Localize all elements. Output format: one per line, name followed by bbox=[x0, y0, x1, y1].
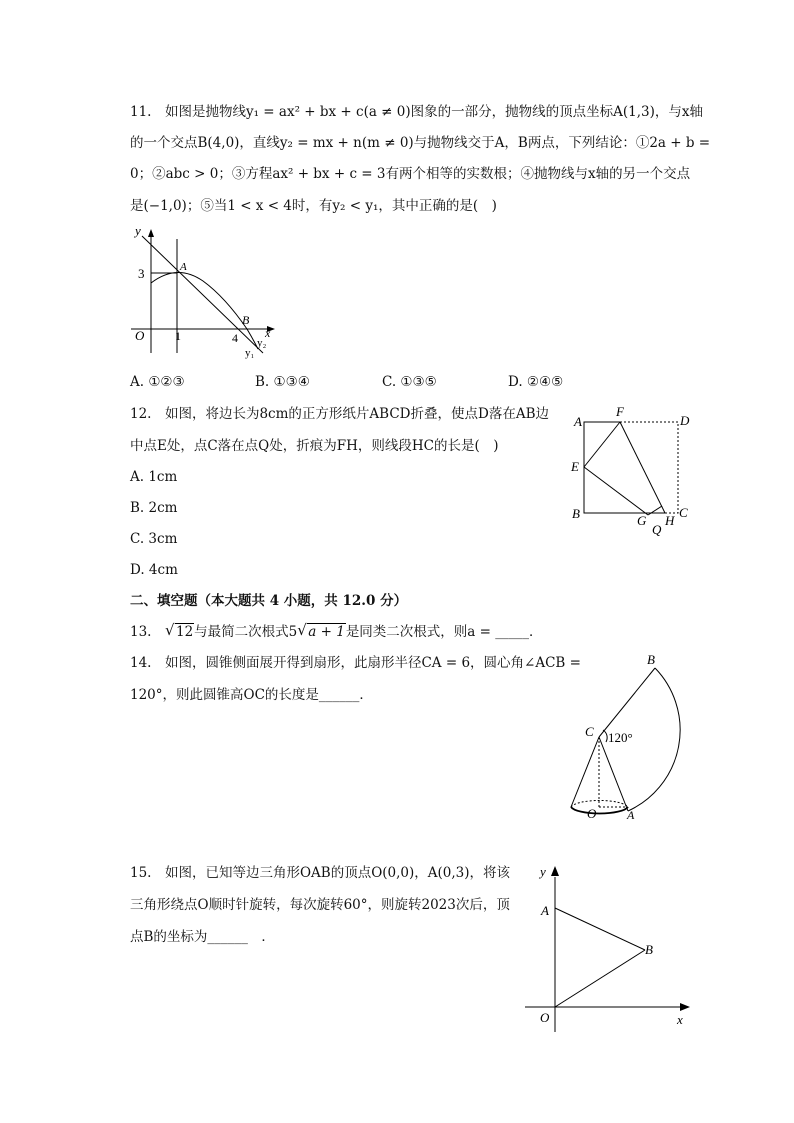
q11-option-d[interactable]: D. ②④⑤ bbox=[508, 374, 564, 390]
q14-fig-B-label: B bbox=[647, 652, 655, 667]
section-2-heading: 二、填空题（本大题共 4 小题，共 12.0 分） bbox=[130, 593, 408, 609]
q12-fig-A-label: A bbox=[574, 414, 582, 429]
q11-line1: 11. 如图是抛物线y₁ = ax² + bx + c(a ≠ 0)图象的一部分，抛物线的顶点坐标A(1,3)，与x轴 bbox=[130, 104, 704, 120]
q11-fig-y1-label: y₁ bbox=[245, 347, 255, 359]
q11-fig-1-label: 1 bbox=[175, 329, 181, 343]
q12-square-figure bbox=[568, 403, 698, 538]
q11-option-b[interactable]: B. ①③④ bbox=[255, 374, 310, 390]
q11-line4: 是(−1,0)；⑤当1 < x < 4时，有y₂ < y₁，其中正确的是( ) bbox=[130, 198, 497, 214]
q15-fig-O-label: O bbox=[540, 1010, 550, 1025]
q11-option-a[interactable]: A. ①②③ bbox=[130, 374, 185, 390]
q11-fig-A-label: A bbox=[180, 261, 187, 273]
q11-fig-4-label: 4 bbox=[232, 331, 238, 345]
q15-fig-x-label: x bbox=[677, 1012, 683, 1027]
q11-fig-y2-label: y₂ bbox=[257, 337, 267, 349]
q12-fig-B-label: B bbox=[572, 506, 580, 521]
q13-prefix: 13. bbox=[130, 624, 165, 640]
q13-line bbox=[130, 622, 543, 642]
q11-line2: 的一个交点B(4,0)，直线y₂ = mx + n(m ≠ 0)与抛物线交于A，B两点，下列结论：①2a + b = bbox=[130, 135, 711, 151]
q13-radicand-1: 12 bbox=[175, 624, 194, 640]
q12-option-b[interactable]: B. 2cm bbox=[130, 500, 178, 516]
q15-line2: 三角形绕点O顺时针旋转，每次旋转60°，则旋转2023次后，顶 bbox=[130, 897, 510, 913]
q15-triangle-figure bbox=[520, 860, 695, 1030]
q15-fig-A-label: A bbox=[541, 903, 549, 918]
q12-fig-D-label: D bbox=[680, 413, 690, 428]
q11-fig-y-label: y bbox=[135, 223, 141, 238]
q11-fig-B-label: B bbox=[242, 313, 250, 327]
q14-fig-A-label: A bbox=[627, 808, 635, 822]
q12-fig-E-label: E bbox=[571, 459, 579, 474]
q12-fig-Q-label: Q bbox=[652, 522, 662, 537]
q14-fig-O-label: O bbox=[587, 806, 597, 821]
q15-line3: 点B的坐标为______ ． bbox=[130, 929, 275, 945]
q14-fig-C-label: C bbox=[585, 724, 594, 739]
q13-radical-sign: √ bbox=[164, 621, 175, 639]
q12-fig-G-label: G bbox=[637, 513, 647, 528]
q11-fig-x-label: x bbox=[265, 326, 271, 340]
q12-fig-C-label: C bbox=[679, 505, 688, 520]
q13-radical-2 bbox=[297, 622, 346, 642]
q12-line1: 12. 如图，将边长为8cm的正方形纸片ABCD折叠，使点D落在AB边 bbox=[130, 406, 549, 422]
q12-fig-H-label: H bbox=[665, 513, 675, 528]
q15-fig-y-label: y bbox=[540, 864, 546, 879]
q15-fig-B-label: B bbox=[645, 942, 653, 957]
q12-option-d[interactable]: D. 4cm bbox=[130, 562, 178, 578]
q13-mid: 与最简二次根式5 bbox=[194, 624, 298, 640]
q11-fig-O-label: O bbox=[135, 328, 145, 343]
q13-radical-1 bbox=[165, 622, 194, 642]
q11-parabola-figure bbox=[125, 225, 275, 360]
q14-fig-angle-label: 120° bbox=[608, 730, 633, 745]
q14-line2: 120°，则此圆锥高OC的长度是______． bbox=[130, 687, 373, 703]
q15-line1: 15. 如图，已知等边三角形OAB的顶点O(0,0)，A(0,3)，将该 bbox=[130, 865, 511, 881]
q13-radicand-2: a + 1 bbox=[308, 624, 345, 640]
q11-fig-3-label: 3 bbox=[138, 266, 145, 281]
q12-line2: 中点E处，点C落在点Q处，折痕为FH，则线段HC的长是( ) bbox=[130, 438, 499, 454]
q14-line1: 14. 如图，圆锥侧面展开得到扇形，此扇形半径CA = 6，圆心角∠ACB = bbox=[130, 655, 581, 671]
q12-fig-F-label: F bbox=[616, 404, 624, 419]
q12-option-c[interactable]: C. 3cm bbox=[130, 531, 178, 547]
q13-suffix: 是同类二次根式，则a = _____． bbox=[345, 624, 543, 640]
q11-option-c[interactable]: C. ①③⑤ bbox=[382, 374, 437, 390]
q12-option-a[interactable]: A. 1cm bbox=[130, 469, 178, 485]
q14-cone-figure bbox=[565, 650, 695, 825]
q11-line3: 0；②abc > 0；③方程ax² + bx + c = 3有两个相等的实数根；④抛物线与x轴的另一个交点 bbox=[130, 166, 691, 182]
q13-radical-sign-2: √ bbox=[297, 621, 307, 639]
